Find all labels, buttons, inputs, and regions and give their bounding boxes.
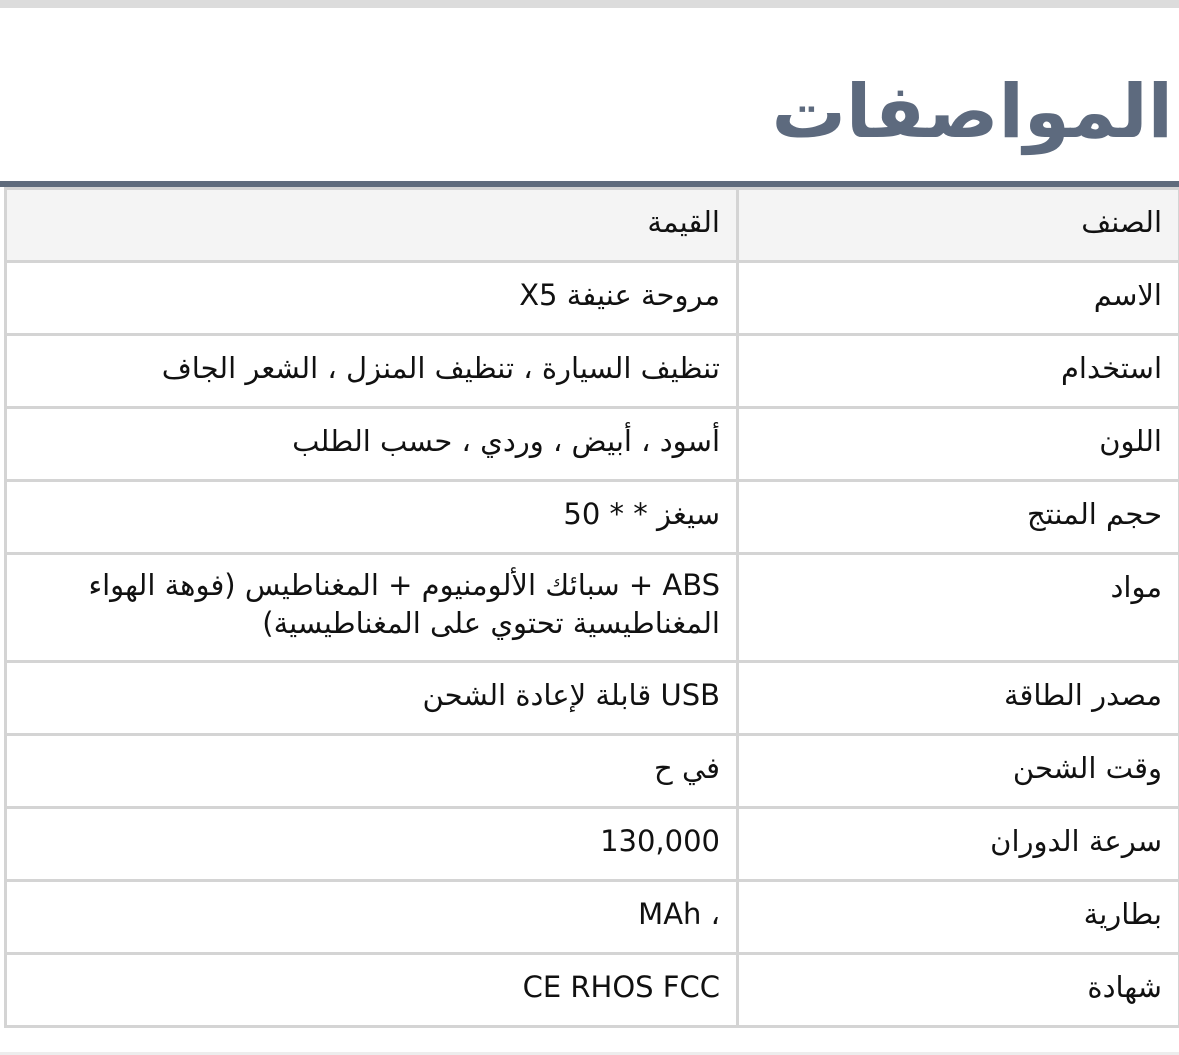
spec-key-battery: بطارية	[738, 881, 1179, 954]
table-row	[6, 808, 1179, 881]
spec-value-certificate: CE RHOS FCC	[6, 954, 738, 1027]
table-row	[6, 881, 1179, 954]
spec-key-rotation-speed: سرعة الدوران	[738, 808, 1179, 881]
table-row	[6, 481, 1179, 554]
table-row	[6, 735, 1179, 808]
table-row	[6, 262, 1179, 335]
spec-value-size: سيغز * * 50	[6, 481, 738, 554]
header-key-cell: الصنف	[738, 189, 1179, 262]
spec-key-charging-time: وقت الشحن	[738, 735, 1179, 808]
table-header-row	[6, 189, 1179, 262]
table-row	[6, 662, 1179, 735]
spec-value-rotation-speed: 130,000	[6, 808, 738, 881]
specifications-table	[4, 187, 1179, 1028]
spec-key-color: اللون	[738, 408, 1179, 481]
spec-key-name: الاسم	[738, 262, 1179, 335]
page-title: المواصفات	[771, 69, 1173, 155]
spec-value-name: مروحة عنيفة X5	[6, 262, 738, 335]
spec-key-certificate: شهادة	[738, 954, 1179, 1027]
table-row	[6, 408, 1179, 481]
spec-key-material: مواد	[738, 554, 1179, 662]
spec-value-charging-time: في ح	[6, 735, 738, 808]
spec-value-usage: تنظيف السيارة ، تنظيف المنزل ، الشعر الجاف	[6, 335, 738, 408]
table-row	[6, 335, 1179, 408]
spec-key-size: حجم المنتج	[738, 481, 1179, 554]
spec-key-power-source: مصدر الطاقة	[738, 662, 1179, 735]
spec-value-color: أسود ، أبيض ، وردي ، حسب الطلب	[6, 408, 738, 481]
spec-key-usage: استخدام	[738, 335, 1179, 408]
table-row	[6, 554, 1179, 662]
spec-value-power-source: USB قابلة لإعادة الشحن	[6, 662, 738, 735]
spec-value-material: ABS + سبائك الألومنيوم + المغناطيس (فوهة الهواء المغناطيسية تحتوي على المغناطيسية)	[6, 554, 738, 662]
spec-value-battery: ، MAh	[6, 881, 738, 954]
header-value-cell: القيمة	[6, 189, 738, 262]
top-divider-strip	[0, 0, 1179, 8]
table-row	[6, 954, 1179, 1027]
